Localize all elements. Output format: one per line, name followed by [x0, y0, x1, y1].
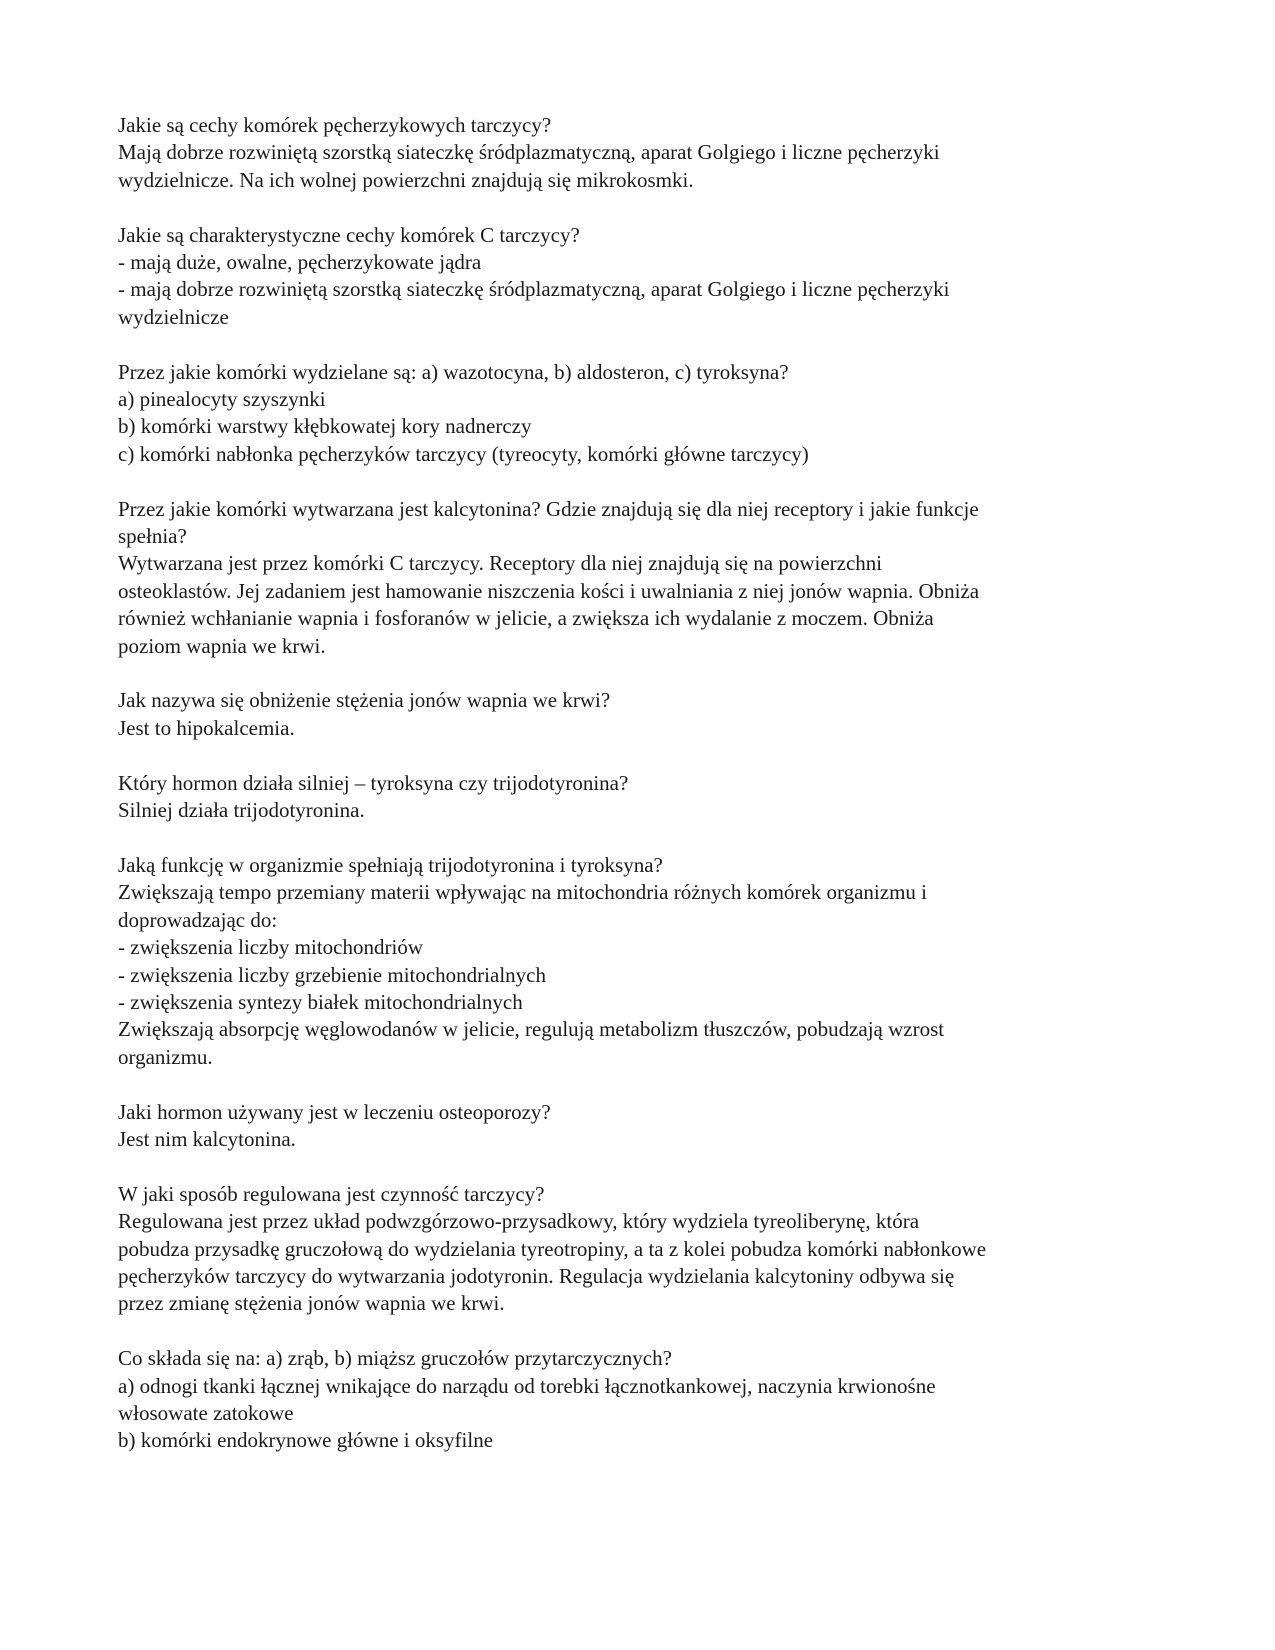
question-text: Przez jakie komórki wydzielane są: a) wazotocyna, b) aldosteron, c) tyroksyna?	[118, 359, 789, 384]
answer-line: doprowadzając do:	[118, 907, 278, 932]
answer-line: organizmu.	[118, 1044, 213, 1069]
question-text: Jak nazywa się obniżenie stężenia jonów wapnia we krwi?	[118, 688, 611, 713]
qa-block-3	[118, 359, 1158, 469]
question-text: Przez jakie komórki wytwarzana jest kalcytonina? Gdzie znajdują się dla niej receptory i jakie funkcje	[118, 496, 979, 521]
answer-line: Regulowana jest przez układ podwzgórzowo-przysadkowy, który wydziela tyreoliberynę, która	[118, 1209, 920, 1234]
qa-block-9	[118, 1181, 1158, 1318]
answer-line: Jest nim kalcytonina.	[118, 1126, 296, 1151]
answer-line: wydzielnicze	[118, 304, 229, 329]
answer-line: b) komórki warstwy kłębkowatej kory nadnerczy	[118, 414, 532, 439]
answer-line: również wchłanianie wapnia i fosforanów w jelicie, a zwiększa ich wydalanie z moczem. Obniża	[118, 606, 934, 631]
answer-line: wydzielnicze. Na ich wolnej powierzchni znajdują się mikrokosmki.	[118, 167, 694, 192]
answer-line: Jest to hipokalcemia.	[118, 715, 295, 740]
answer-line: Wytwarzana jest przez komórki C tarczycy. Receptory dla niej znajdują się na powierzchni	[118, 551, 883, 576]
answer-line: pobudza przysadkę gruczołową do wydzielania tyreotropiny, a ta z kolei pobudza komórki nabłonkowe	[118, 1236, 987, 1261]
qa-block-6	[118, 770, 1158, 825]
answer-line: - mają duże, owalne, pęcherzykowate jądra	[118, 250, 482, 275]
answer-line: włosowate zatokowe	[118, 1400, 294, 1425]
qa-block-2	[118, 222, 1158, 332]
answer-line: b) komórki endokrynowe główne i oksyfilne	[118, 1428, 494, 1453]
answer-line: Zwiększają absorpcję węglowodanów w jelicie, regulują metabolizm tłuszczów, pobudzają wzrost	[118, 1017, 945, 1042]
answer-line: poziom wapnia we krwi.	[118, 633, 326, 658]
question-text: W jaki sposób regulowana jest czynność tarczycy?	[118, 1181, 545, 1206]
question-text: Jakie są cechy komórek pęcherzykowych tarczycy?	[118, 113, 552, 137]
answer-line: Zwiększają tempo przemiany materii wpływając na mitochondria różnych komórek organizmu i	[118, 880, 928, 905]
answer-line: c) komórki nabłonka pęcherzyków tarczycy (tyreocyty, komórki główne tarczycy)	[118, 441, 809, 466]
answer-line: a) odnogi tkanki łącznej wnikające do narządu od torebki łącznotkankowej, naczynia krwionośne	[118, 1373, 936, 1398]
answer-line: Silniej działa trijodotyronina.	[118, 798, 365, 823]
answer-line: pęcherzyków tarczycy do wytwarzania jodotyronin. Regulacja wydzielania kalcytoniny odbywa się	[118, 1263, 955, 1288]
question-text: Jakie są charakterystyczne cechy komórek C tarczycy?	[118, 222, 580, 247]
question-text-continued: spełnia?	[118, 524, 187, 549]
qa-block-7	[118, 852, 1158, 1071]
answer-line: osteoklastów. Jej zadaniem jest hamowanie niszczenia kości i uwalniania z niej jonów wapnia. Obniża	[118, 578, 980, 603]
document-page	[118, 112, 1158, 1482]
question-text: Co składa się na: a) zrąb, b) miąższ gruczołów przytarczycznych?	[118, 1346, 672, 1371]
answer-line: - zwiększenia liczby mitochondriów	[118, 935, 423, 960]
answer-line: - mają dobrze rozwiniętą szorstką siateczkę śródplazmatyczną, aparat Golgiego i liczne pęcherzyki	[118, 277, 950, 302]
answer-line: - zwiększenia syntezy białek mitochondrialnych	[118, 989, 523, 1014]
question-text: Który hormon działa silniej – tyroksyna czy trijodotyronina?	[118, 770, 629, 795]
question-text: Jaką funkcję w organizmie spełniają trijodotyronina i tyroksyna?	[118, 852, 663, 877]
answer-line: - zwiększenia liczby grzebienie mitochondrialnych	[118, 962, 546, 987]
qa-block-10	[118, 1345, 1158, 1455]
qa-block-8	[118, 1099, 1158, 1154]
answer-line: a) pinealocyty szyszynki	[118, 387, 326, 412]
answer-line: Mają dobrze rozwiniętą szorstką siateczkę śródplazmatyczną, aparat Golgiego i liczne pęcherzyki	[118, 140, 940, 165]
qa-block-4	[118, 496, 1158, 660]
question-text: Jaki hormon używany jest w leczeniu osteoporozy?	[118, 1099, 551, 1124]
qa-block-5	[118, 687, 1158, 742]
qa-block-1	[118, 112, 1158, 194]
answer-line: przez zmianę stężenia jonów wapnia we krwi.	[118, 1291, 505, 1316]
